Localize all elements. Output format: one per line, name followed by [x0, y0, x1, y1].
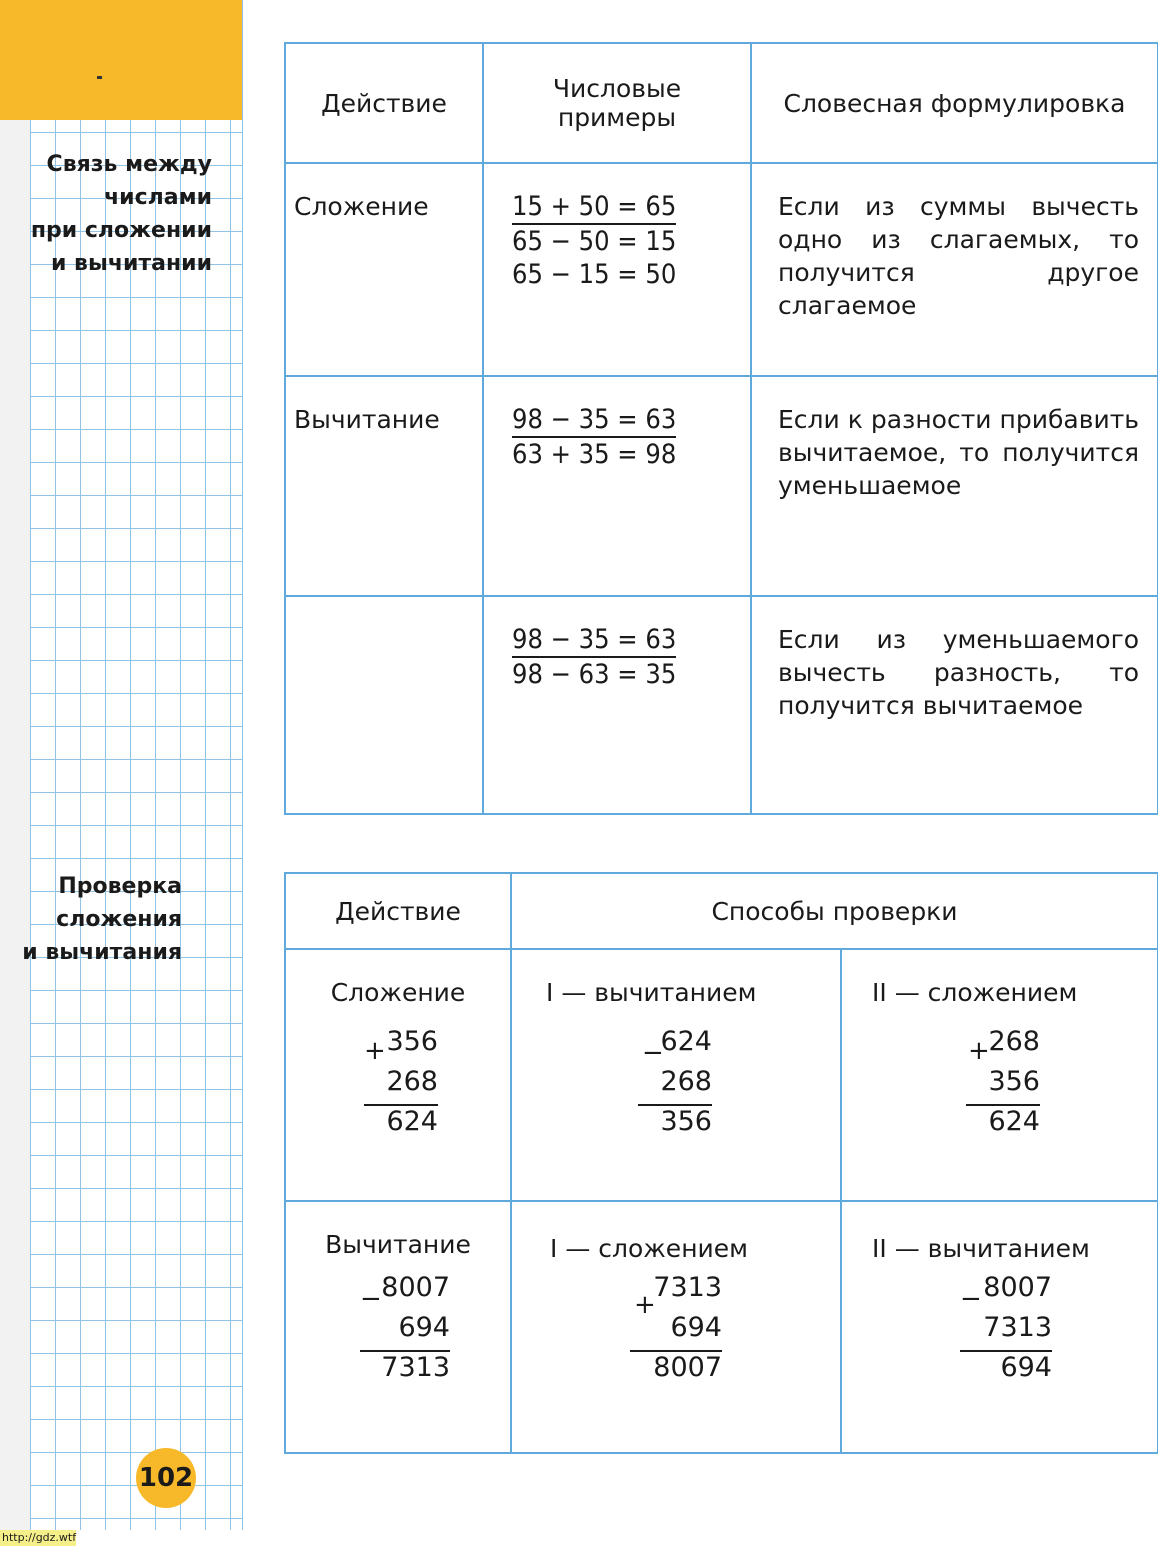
difference-line	[960, 1350, 1052, 1352]
result: 624	[988, 1106, 1040, 1137]
header-action: Действие	[285, 873, 511, 949]
column-calc	[360, 1268, 450, 1388]
column-calc	[960, 1268, 1052, 1388]
table-header-row	[285, 43, 1158, 163]
formulation-cell: Если из суммы вычесть одно из слагаемых, то получится другое слагаемое	[751, 163, 1158, 376]
method-label: II — сложением	[872, 978, 1078, 1007]
operand-b: 694	[670, 1312, 722, 1343]
result: 624	[386, 1106, 438, 1137]
example-line: 98 − 35 = 63	[512, 623, 676, 658]
action-cell: Вычитание	[285, 376, 483, 596]
result: 7313	[381, 1352, 450, 1383]
heading-line: числами	[104, 185, 212, 210]
operand-b: 268	[660, 1066, 712, 1097]
operand-b: 7313	[983, 1312, 1052, 1343]
example-line: 15 + 50 = 65	[512, 190, 676, 225]
table-row	[285, 949, 1158, 1201]
operator-sign: +	[364, 1036, 386, 1066]
table-header-row	[285, 873, 1158, 949]
method2-cell	[841, 1201, 1158, 1453]
method-label: II — вычитанием	[872, 1234, 1090, 1263]
page-number: 102	[136, 1448, 196, 1508]
action-cell	[285, 1201, 511, 1453]
examples-cell	[483, 376, 751, 596]
operator-sign: +	[968, 1036, 990, 1066]
operand-a: 268	[988, 1026, 1040, 1057]
table-row	[285, 376, 1158, 596]
operator-sign: +	[634, 1290, 656, 1320]
formulation-cell: Если из уменьшаемого вычесть разность, то получится вычитаемое	[751, 596, 1158, 814]
examples-cell	[483, 163, 751, 376]
header-examples: Числовые примеры	[483, 43, 751, 163]
heading-line: и вычитании	[50, 251, 212, 276]
action-label: Сложение	[330, 978, 466, 1007]
action-label: Вычитание	[325, 1230, 471, 1259]
operand-a: 8007	[983, 1272, 1052, 1303]
example-line: 65 − 15 = 50	[512, 259, 677, 290]
examples-cell	[483, 596, 751, 814]
difference-line	[360, 1350, 450, 1352]
method1-cell	[511, 949, 841, 1201]
formulation-cell: Если к разности прибавить вычитаемое, то получится уменьшаемое	[751, 376, 1158, 596]
operand-a: 624	[660, 1026, 712, 1057]
sum-line	[630, 1350, 722, 1352]
tab-mark	[97, 76, 102, 79]
column-calc	[636, 1022, 712, 1142]
margin-heading-relation	[0, 148, 212, 280]
result: 356	[660, 1106, 712, 1137]
table-row	[285, 1201, 1158, 1453]
example-line: 63 + 35 = 98	[512, 439, 677, 470]
header-action: Действие	[285, 43, 483, 163]
operand-b: 268	[386, 1066, 438, 1097]
action-cell: Сложение	[285, 163, 483, 376]
header-formulation: Словесная формулировка	[751, 43, 1158, 163]
site-label: http://gdz.wtf	[2, 1531, 77, 1544]
operand-b: 356	[988, 1066, 1040, 1097]
method-label: I — вычитанием	[546, 978, 757, 1007]
operand-a: 356	[386, 1026, 438, 1057]
column-calc	[964, 1022, 1040, 1142]
example-line: 98 − 35 = 63	[512, 403, 676, 438]
operator-sign: −	[960, 1284, 982, 1314]
operator-sign: −	[360, 1284, 382, 1314]
operand-a: 8007	[381, 1272, 450, 1303]
header-methods: Способы проверки	[511, 873, 1158, 949]
result: 8007	[653, 1352, 722, 1383]
example-line: 98 − 63 = 35	[512, 659, 677, 690]
result: 694	[1000, 1352, 1052, 1383]
sum-line	[364, 1104, 438, 1106]
method2-cell	[841, 949, 1158, 1201]
sum-line	[966, 1104, 1040, 1106]
method-label: I — сложением	[550, 1234, 749, 1263]
column-calc	[362, 1022, 438, 1142]
example-line: 65 − 50 = 15	[512, 226, 677, 257]
check-table	[284, 872, 1158, 1454]
operand-a: 7313	[653, 1272, 722, 1303]
heading-line: Связь между	[46, 152, 212, 177]
action-cell	[285, 596, 483, 814]
column-calc	[630, 1268, 722, 1388]
operator-sign: −	[642, 1038, 664, 1068]
margin-heading-check	[0, 870, 182, 969]
heading-line: и вычитания	[22, 940, 182, 965]
operand-b: 694	[398, 1312, 450, 1343]
heading-line: при сложении	[30, 218, 212, 243]
table-row	[285, 163, 1158, 376]
action-cell	[285, 949, 511, 1201]
table-row	[285, 596, 1158, 814]
relation-table	[284, 42, 1158, 815]
margin-tab	[0, 0, 242, 120]
heading-line: сложения	[56, 907, 182, 932]
sum-line	[638, 1104, 712, 1106]
heading-line: Проверка	[58, 874, 182, 899]
method1-cell	[511, 1201, 841, 1453]
